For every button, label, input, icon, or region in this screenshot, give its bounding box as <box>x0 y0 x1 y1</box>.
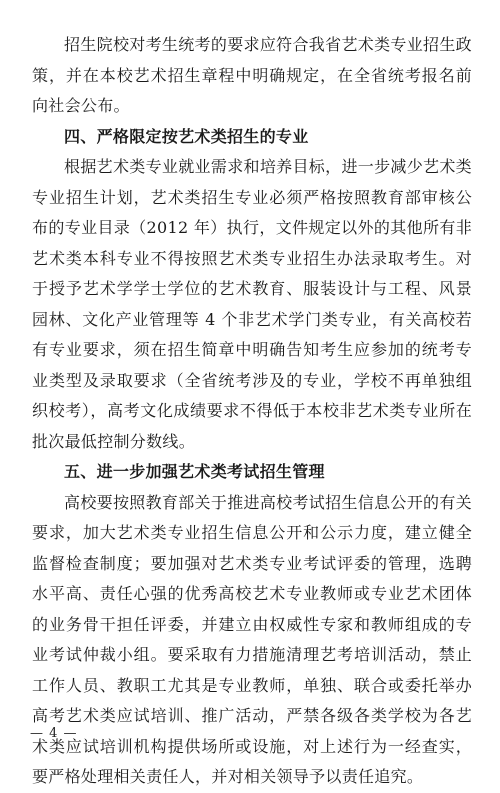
paragraph-admission-requirements: 招生院校对考生统考的要求应符合我省艺术类专业招生政策，并在本校艺术招生章程中明确规定，在全省统考报名前向社会公布。 <box>32 35 472 115</box>
document-body <box>32 30 472 793</box>
page-number: — 4 — <box>30 726 78 741</box>
paragraph-exam-management: 高校要按照教育部关于推进高校考试招生信息公开的有关要求，加大艺术类专业招生信息公开和公示力度，建立健全监督检查制度；要加强对艺术类专业考试评委的管理，选聘水平高、责任心强的优秀高校艺术专业教师或专业艺术团体的业务骨干担任评委，并建立由权威性专家和教师组成的专业考试仲裁小组。要采取有力措施清理艺考培训活动，禁止工作人员、教职工尤其是专业教师，单独、联合或委托举办高考艺术类应试培训、推广活动，严禁各级各类学校为各艺术类应试培训机构提供场所或设施，对上述行为一经查实，要严格处理相关责任人，并对相关领导予以责任追究。 <box>32 492 472 786</box>
paragraph-restrict-majors: 根据艺术类专业就业需求和培养目标，进一步减少艺术类专业招生计划，艺术类招生专业必须严格按照教育部审核公布的专业目录（2012 年）执行，文件规定以外的其他所有非艺术类本科专业不得按照艺术类专业招生办法录取考生。对于授予艺术学学士学位的艺术教育、服装设计与工程、风景园林、文化产业管理等 4 个非艺术学门类专业，有关高校若有专业要求，须在招生简章中明确告知考生应参加的统考专业类型及录取要求（全省统考涉及的专业，学校不再单独组织校考），高考文化成绩要求不得低于本校非艺术类专业所在批次最低控制分数线。 <box>32 157 472 451</box>
section-heading-4: 四、严格限定按艺术类招生的专业 <box>64 126 309 146</box>
section-heading-5: 五、进一步加强艺术类考试招生管理 <box>64 462 325 481</box>
